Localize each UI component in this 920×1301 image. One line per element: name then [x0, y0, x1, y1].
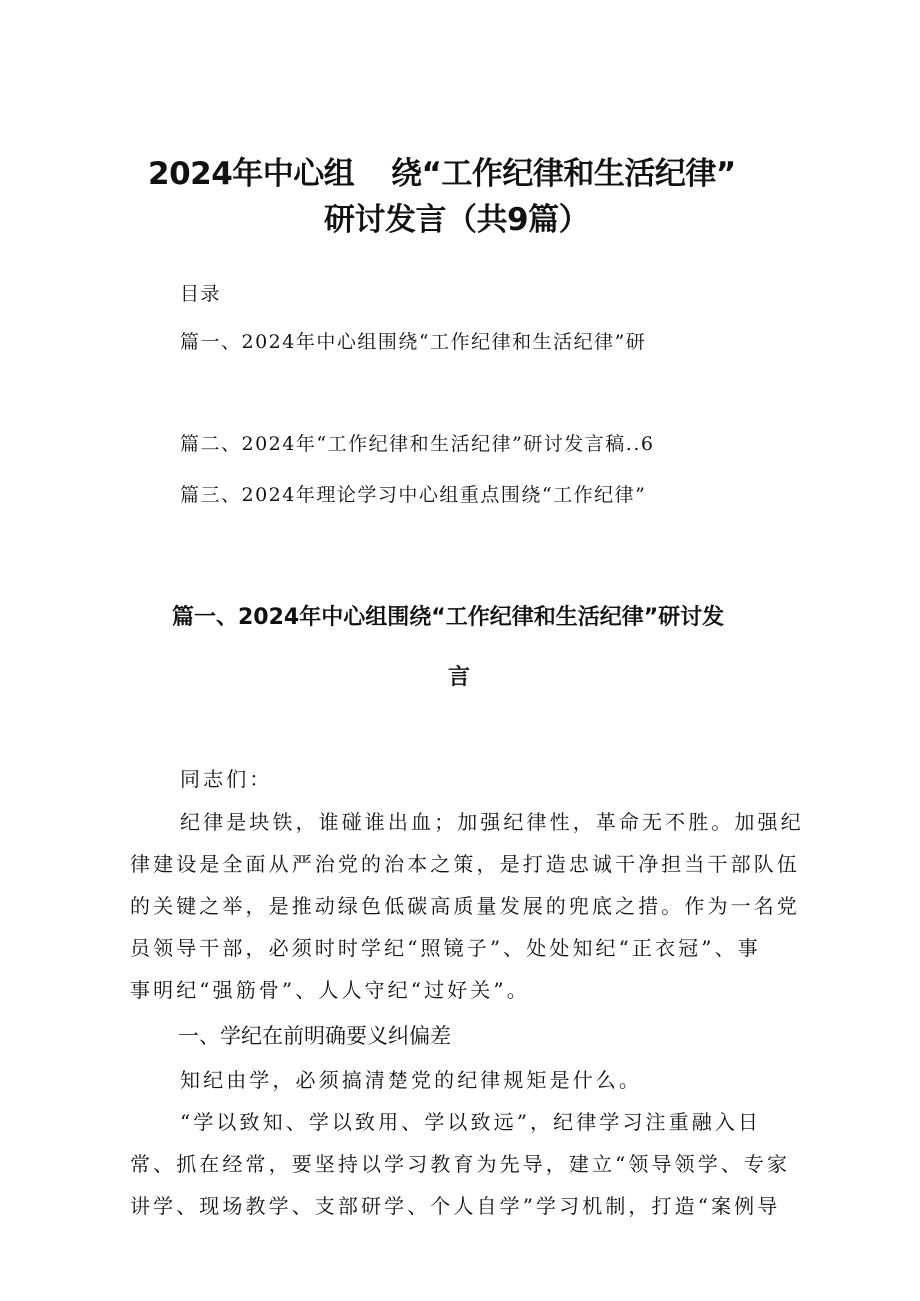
- paragraph-1-line-4: 员领导干部，必须时时学纪“照镜子”、处处知纪“正衣冠”、事: [130, 936, 761, 960]
- paragraph-3-line-1: “学以致知、学以致用、学以致远”，纪律学习注重融入日: [180, 1110, 762, 1134]
- section-1-heading: 一、学纪在前明确要义纠偏差: [178, 1024, 451, 1048]
- paragraph-3-line-2: 常、抓在经常，要坚持以学习教育为先导，建立“领导领学、专家: [130, 1152, 791, 1176]
- document-title-line2: 研讨发言（共9篇）: [324, 202, 590, 238]
- paragraph-1-line-2: 律建设是全面从严治党的治本之策，是打造忠诚干净担当干部队伍: [130, 852, 800, 876]
- document-title-line1-part1: 2024年中心组: [148, 156, 355, 192]
- article-title-line1: 篇一、2024年中心组围绕“工作纪律和生活纪律”研讨发: [172, 605, 725, 630]
- article-title-line2: 言: [448, 665, 471, 690]
- salutation: 同志们：: [180, 767, 273, 791]
- paragraph-3-line-3: 讲学、现场教学、支部研学、个人自学”学习机制，打造“案例导: [130, 1194, 781, 1218]
- document-title-line1-part2: 绕“工作纪律和生活纪律”: [391, 156, 736, 192]
- paragraph-1-line-5: 事明纪“强筋骨”、人人守纪“过好关”。: [130, 978, 530, 1002]
- toc-item-2[interactable]: 篇二、2024年“工作纪律和生活纪律”研讨发言稿..6: [180, 433, 655, 455]
- paragraph-1-line-3: 的关键之举，是推动绿色低碳高质量发展的兜底之措。作为一名党: [130, 894, 800, 918]
- toc-item-3[interactable]: 篇三、2024年理论学习中心组重点围绕“工作纪律”: [180, 484, 647, 506]
- toc-heading: 目录: [180, 283, 222, 305]
- paragraph-2: 知纪由学，必须搞清楚党的纪律规矩是什么。: [180, 1068, 642, 1092]
- toc-item-1[interactable]: 篇一、2024年中心组围绕“工作纪律和生活纪律”研: [180, 331, 647, 353]
- paragraph-1-line-1: 纪律是块铁，谁碰谁出血；加强纪律性，革命无不胜。加强纪: [180, 810, 804, 834]
